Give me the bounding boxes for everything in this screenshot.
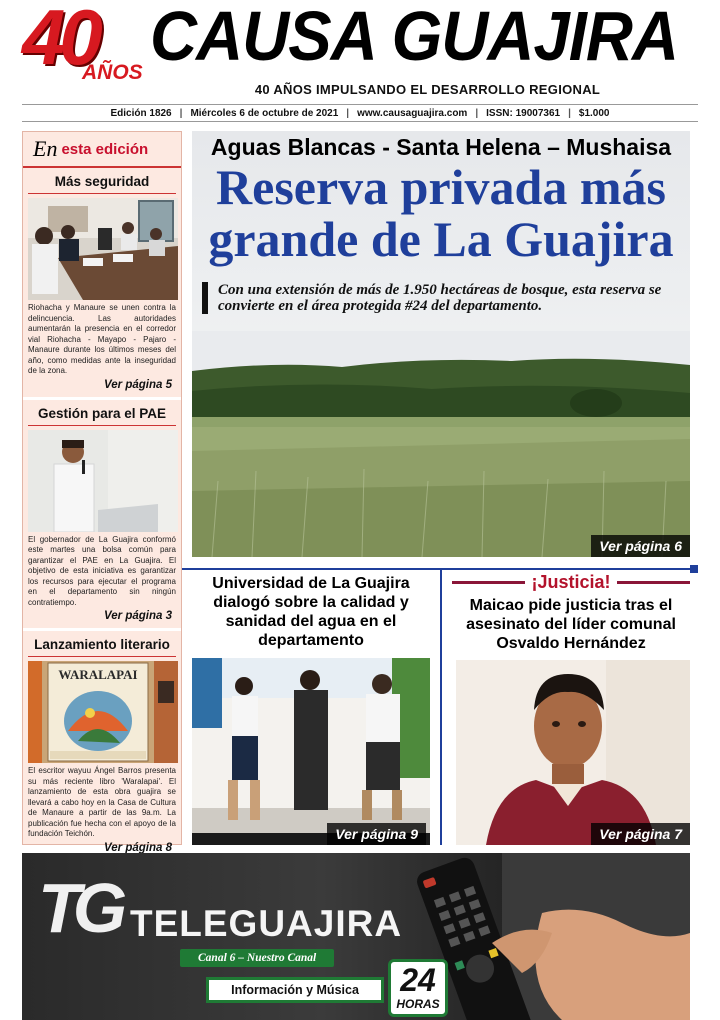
sidebar-story-pae[interactable]: [23, 397, 181, 629]
divider-vertical: [440, 570, 442, 845]
edition-price: $1.000: [578, 107, 610, 119]
edition-date: Miércoles 6 de octubre de 2021: [190, 107, 339, 119]
justice-kicker: ¡Justicia!: [531, 572, 611, 592]
sidebar-story-literary[interactable]: [23, 628, 181, 860]
divider-square: [690, 565, 698, 573]
teleguajira-ad[interactable]: [22, 853, 690, 1020]
governor-photo: [28, 430, 178, 532]
sidebar-story-security[interactable]: [23, 168, 181, 397]
justice-kicker-row: [452, 572, 690, 593]
page-reference[interactable]: Ver página 8: [104, 841, 172, 854]
anniversary-number: 40: [22, 0, 97, 81]
sidebar-heading-en: En: [33, 136, 58, 161]
edition-number: Edición 1826: [110, 107, 172, 119]
page-reference[interactable]: Ver página 3: [104, 610, 172, 622]
book-cover-title: WARALAPAI: [58, 667, 138, 682]
anniversary-word: AÑOS: [82, 61, 143, 84]
separator: |: [346, 107, 350, 119]
info-music-label: Información y Música: [206, 977, 384, 1003]
sidebar-story-title: Más seguridad: [28, 168, 176, 194]
book-cover-photo: [28, 661, 178, 763]
sidebar-story-text: Riohacha y Manaure se unen contra la delincuencia. Las autoridades aumentarán la presencia en el corredor vial Riohacha - Mayapo - Pajaro - Manaure durante los últimos meses del año, como medidas ante la inseguridad de la zona.: [28, 303, 176, 375]
channel-label: Canal 6 – Nuestro Canal: [180, 949, 334, 967]
meeting-photo: [28, 198, 178, 300]
page-reference[interactable]: Ver página 5: [104, 378, 172, 391]
in-this-edition-sidebar: [22, 131, 182, 854]
kicker-rule: [452, 581, 525, 584]
anniversary-logo: [22, 0, 152, 86]
reserve-landscape-photo: [192, 331, 690, 557]
lead-deck: Con una extensión de más de 1.950 hectáreas de bosque, esta reserva se convierte en el área protegida #24 del departamento.: [202, 282, 682, 314]
hours-word: HORAS: [396, 997, 440, 1011]
teleguajira-logo-mark: TG: [38, 869, 120, 947]
separator: |: [475, 107, 479, 119]
sidebar-story-title: Lanzamiento literario: [28, 631, 176, 657]
sidebar-heading-rest: esta edición: [61, 140, 149, 158]
lead-headline[interactable]: Reserva privada más grande de La Guajira: [208, 159, 674, 267]
separator: |: [179, 107, 183, 119]
kicker-rule: [617, 581, 690, 584]
university-headline[interactable]: Universidad de La Guajira dialogó sobre la calidad y sanidad del agua en el departamento: [212, 575, 410, 649]
university-story[interactable]: [192, 574, 430, 845]
edition-issn: ISSN: 19007361: [486, 107, 561, 119]
justice-headline[interactable]: Maicao pide justicia tras el asesinato del líder comunal Osvaldo Hernández: [466, 597, 676, 652]
university-page-reference[interactable]: Ver página 9: [327, 823, 426, 845]
sidebar-heading: [23, 132, 181, 168]
sidebar-story-text: El gobernador de La Guajira conformó este martes una bolsa común para garantizar el PAE en La Guajira. El objetivo de esta iniciativa es garantizar los recursos para ejecutar el programa en el departamento sin ningún contratiempo.: [28, 534, 176, 607]
justice-story[interactable]: [452, 572, 690, 845]
sidebar-story-title: Gestión para el PAE: [28, 400, 176, 426]
24-hours-badge: [388, 959, 448, 1017]
justice-page-reference[interactable]: Ver página 7: [591, 823, 690, 845]
lead-story[interactable]: [192, 131, 690, 557]
hours-number: 24: [400, 962, 436, 998]
lead-page-reference[interactable]: Ver página 6: [591, 535, 690, 557]
edition-website[interactable]: www.causaguajira.com: [357, 107, 468, 119]
newspaper-name: CAUSA GUAJIRA: [150, 0, 679, 75]
lead-kicker: Aguas Blancas - Santa Helena – Mushaisa: [210, 134, 672, 160]
tagline: 40 AÑOS IMPULSANDO EL DESARROLLO REGIONAL: [254, 82, 601, 97]
separator: |: [568, 107, 571, 119]
panel-discussion-photo: [192, 658, 430, 845]
edition-bar: [22, 104, 698, 122]
teleguajira-brand: TELEGUAJIRA: [130, 903, 403, 944]
masthead: [0, 0, 720, 100]
community-leader-photo: [456, 660, 690, 845]
sidebar-story-text: El escritor wayuu Ángel Barros presenta su más reciente libro 'Waralapai'. El lanzamiento de esta obra guajira se llevará a cabo hoy en la Casa de Cultura de Manaure a partir de las 9a.m. La publicación fue hecha con el apoyo de la fundación Teichón.: [28, 766, 176, 838]
